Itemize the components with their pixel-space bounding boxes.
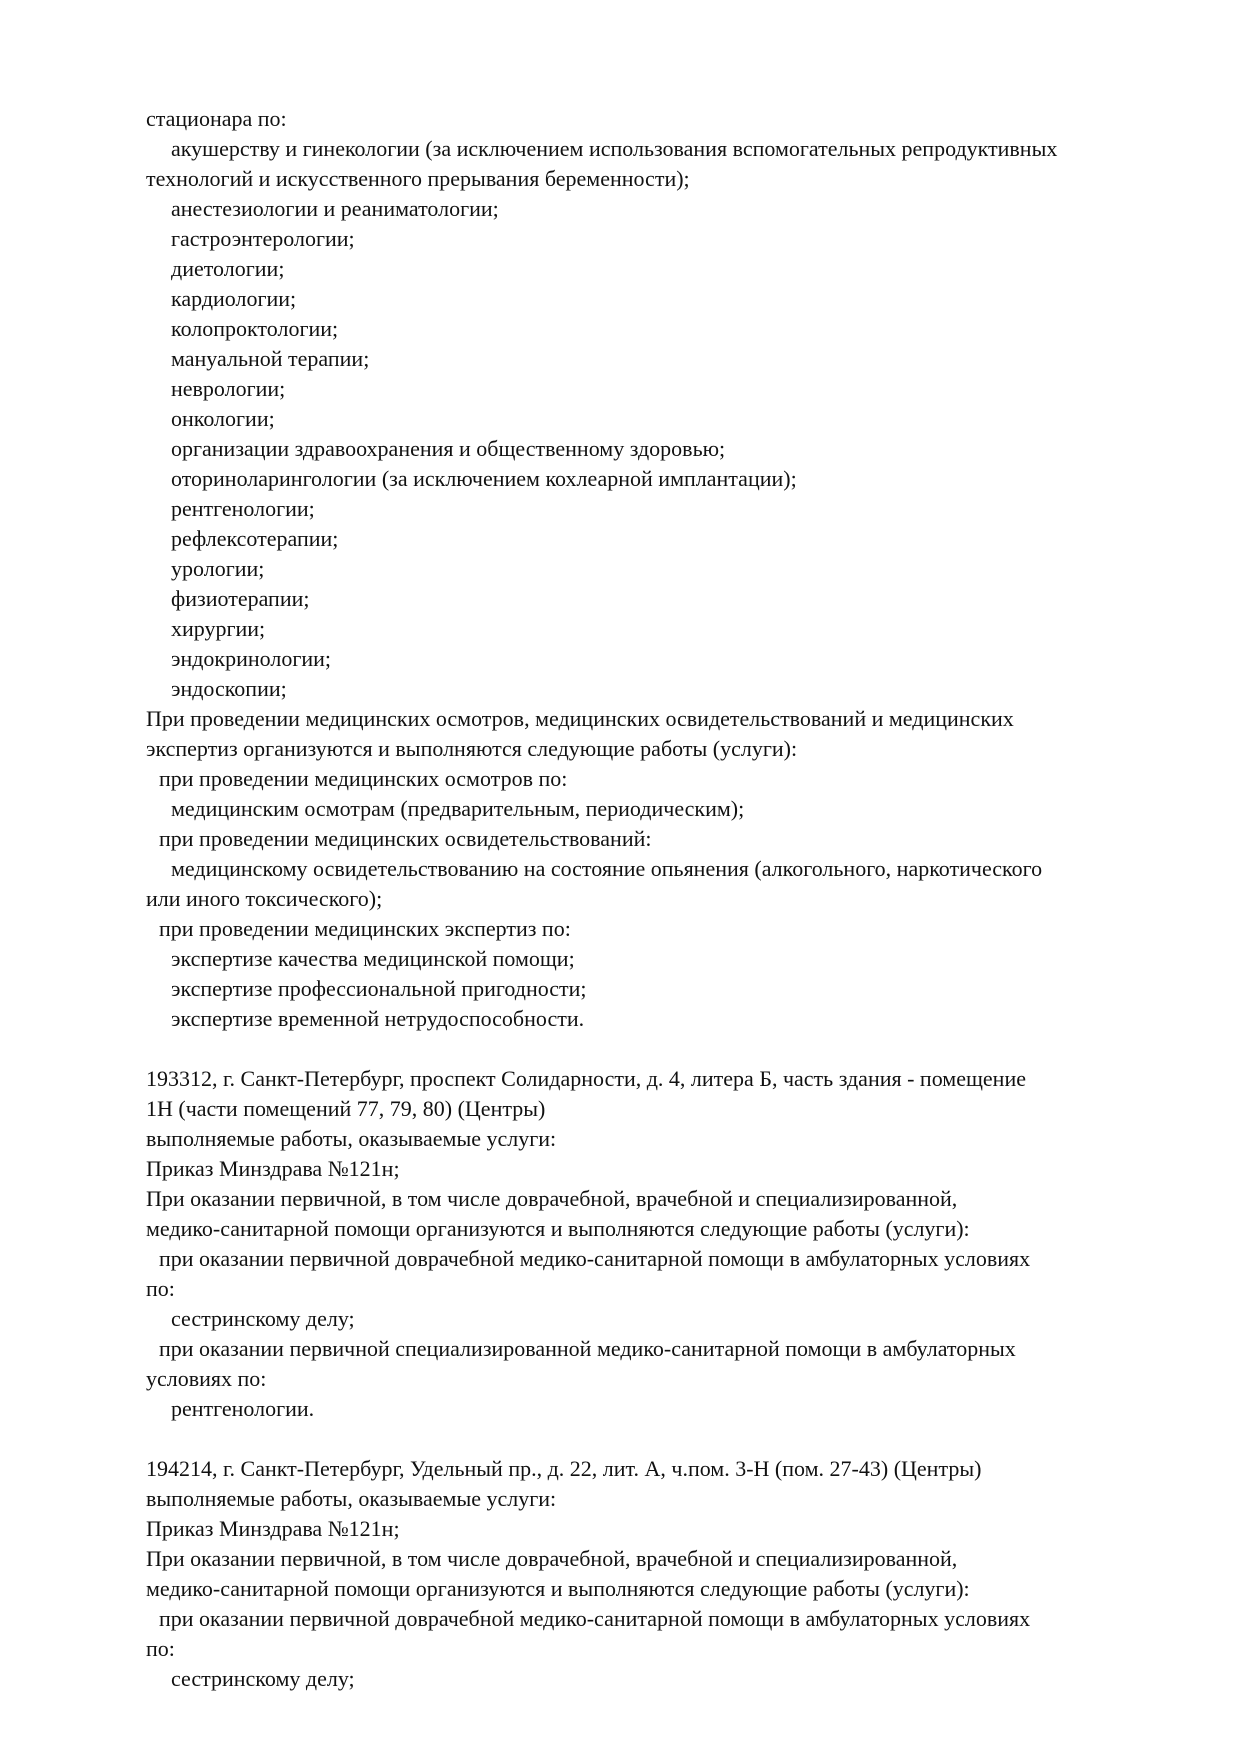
text-line: экспертизе профессиональной пригодности; (171, 976, 587, 1001)
text-line: экспертизе временной нетрудоспособности. (171, 1006, 585, 1031)
text-line: условиях по: (146, 1366, 267, 1391)
text-line: выполняемые работы, оказываемые услуги: (146, 1126, 557, 1151)
text-line: при оказании первичной специализированной медико-санитарной помощи в амбулаторных (159, 1336, 1016, 1361)
text-line: медико-санитарной помощи организуются и выполняются следующие работы (услуги): (146, 1576, 970, 1601)
text-line: при оказании первичной доврачебной медико-санитарной помощи в амбулаторных условиях (159, 1246, 1031, 1271)
text-line: технологий и искусственного прерывания беременности); (146, 166, 690, 191)
text-line: сестринскому делу; (171, 1666, 355, 1691)
paragraph-gap (146, 1424, 1196, 1454)
text-line: сестринскому делу; (171, 1306, 355, 1331)
text-line: экспертизе качества медицинской помощи; (171, 946, 575, 971)
text-line: анестезиологии и реаниматологии; (171, 196, 499, 221)
text-line: при оказании первичной доврачебной медико-санитарной помощи в амбулаторных условиях (159, 1606, 1031, 1631)
text-line: экспертиз организуются и выполняются следующие работы (услуги): (146, 736, 798, 761)
text-line: При оказании первичной, в том числе доврачебной, врачебной и специализированной, (146, 1546, 958, 1571)
text-line: при проведении медицинских осмотров по: (159, 766, 568, 791)
text-line: рефлексотерапии; (171, 526, 339, 551)
document-section (146, 1064, 1196, 1424)
text-line: Приказ Минздрава №121н; (146, 1156, 400, 1181)
text-line: при проведении медицинских экспертиз по: (159, 916, 571, 941)
text-line: медико-санитарной помощи организуются и выполняются следующие работы (услуги): (146, 1216, 970, 1241)
text-line: урологии; (171, 556, 265, 581)
text-line: медицинскому освидетельствованию на состояние опьянения (алкогольного, наркотического (171, 856, 1043, 881)
text-line: оториноларингологии (за исключением кохлеарной имплантации); (171, 466, 797, 491)
text-line: по: (146, 1276, 175, 1301)
text-line: колопроктологии; (171, 316, 339, 341)
text-line: эндокринологии; (171, 646, 332, 671)
text-line: акушерству и гинекологии (за исключением использования вспомогательных репродуктивных (171, 136, 1058, 161)
text-line: 1Н (части помещений 77, 79, 80) (Центры) (146, 1096, 546, 1121)
text-line: или иного токсического); (146, 886, 383, 911)
text-line: гастроэнтерологии; (171, 226, 355, 251)
text-line: хирургии; (171, 616, 266, 641)
text-line: неврологии; (171, 376, 286, 401)
text-line: 193312, г. Санкт-Петербург, проспект Солидарности, д. 4, литера Б, часть здания - помещение (146, 1066, 1026, 1091)
text-line: по: (146, 1636, 175, 1661)
text-line: 194214, г. Санкт-Петербург, Удельный пр., д. 22, лит. А, ч.пом. 3-Н (пом. 27-43) (Центры) (146, 1456, 982, 1481)
text-line: диетологии; (171, 256, 285, 281)
text-line: мануальной терапии; (171, 346, 370, 371)
document-section (146, 104, 1196, 1034)
text-line: эндоскопии; (171, 676, 287, 701)
text-line: организации здравоохранения и общественному здоровью; (171, 436, 726, 461)
text-line: рентгенологии; (171, 496, 315, 521)
text-line: выполняемые работы, оказываемые услуги: (146, 1486, 557, 1511)
text-line: При оказании первичной, в том числе доврачебной, врачебной и специализированной, (146, 1186, 958, 1211)
text-line: медицинским осмотрам (предварительным, периодическим); (171, 796, 745, 821)
text-line: при проведении медицинских освидетельствований: (159, 826, 652, 851)
text-line: При проведении медицинских осмотров, медицинских освидетельствований и медицинских (146, 706, 1014, 731)
text-line: физиотерапии; (171, 586, 310, 611)
document-page (146, 104, 1196, 1694)
text-line: кардиологии; (171, 286, 297, 311)
text-line: рентгенологии. (171, 1396, 315, 1421)
text-line: онкологии; (171, 406, 275, 431)
text-line: стационара по: (146, 106, 287, 131)
text-line: Приказ Минздрава №121н; (146, 1516, 400, 1541)
document-section (146, 1454, 1196, 1694)
paragraph-gap (146, 1034, 1196, 1064)
